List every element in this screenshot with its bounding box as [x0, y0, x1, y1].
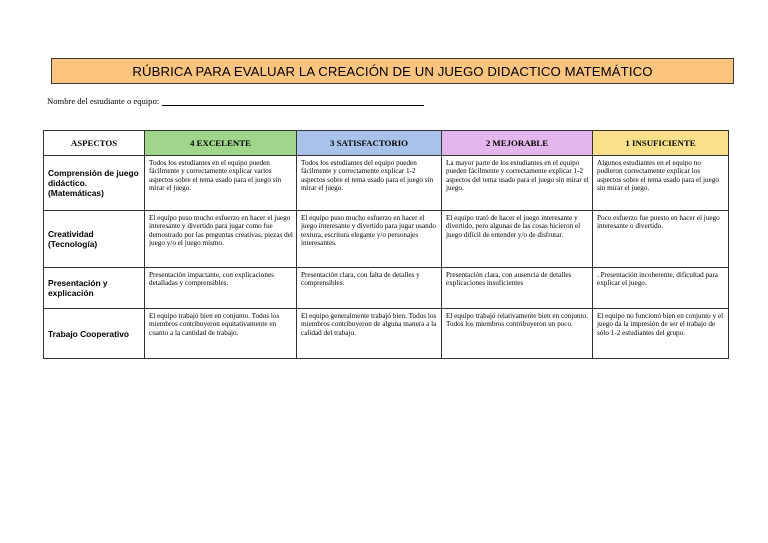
- criterion-cell: Poco esfuerzo fue puesto en hacer el juego interesante o divertido.: [593, 211, 729, 268]
- aspect-cell: Presentación y explicación: [44, 268, 145, 309]
- rubric-table: [43, 130, 729, 359]
- header-aspectos: ASPECTOS: [44, 131, 145, 156]
- aspect-cell: Comprensión de juego didáctico. (Matemáticas): [44, 156, 145, 211]
- table-row: [44, 211, 729, 268]
- criterion-cell: El equipo no funcionó bien en conjunto y el juego da la impresión de ser el trabajo de sólo 1-2 estudiantes del grupo.: [593, 309, 729, 359]
- student-name-field: [47, 96, 424, 106]
- criterion-cell: El equipo generalmente trabajó bien. Todos los miembros contribuyeron de alguna manera a la calidad del trabajo.: [297, 309, 442, 359]
- criterion-cell: El equipo puso mucho esfuerzo en hacer el juego interesante y divertido para jugar usando textura, escritura elegante y/o personajes interesantes.: [297, 211, 442, 268]
- aspect-cell: Creatividad (Tecnología): [44, 211, 145, 268]
- criterion-cell: . Presentación incoherente, dificultad para explicar el juego.: [593, 268, 729, 309]
- criterion-cell: El equipo trabajó bien en conjunto. Todos los miembros contribuyeron equitativamente en cuanto a la cantidad de trabajo.: [145, 309, 297, 359]
- criterion-cell: El equipo trató de hacer el juego interesante y divertido, pero algunas de las cosas hicieron el juego difícil de entender y/o de disfrutar.: [442, 211, 593, 268]
- table-row: [44, 309, 729, 359]
- student-name-label: Nombre del estudiante o equipo:: [47, 96, 160, 106]
- header-level-mejorable: 2 MEJORABLE: [442, 131, 593, 156]
- rubric-header-row: [44, 131, 729, 156]
- table-row: [44, 268, 729, 309]
- page-title: RÚBRICA PARA EVALUAR LA CREACIÓN DE UN JUEGO DIDACTICO MATEMÁTICO: [51, 58, 734, 84]
- header-level-excelente: 4 EXCELENTE: [145, 131, 297, 156]
- criterion-cell: Presentación clara, con ausencia de detalles explicaciones insuficientes: [442, 268, 593, 309]
- criterion-cell: Algunos estudiantes en el equipo no pudieron correctamente explicar los aspectos sobre el tema usado para el juego sin mirar el juego.: [593, 156, 729, 211]
- student-name-blank-line: [162, 96, 424, 106]
- header-level-insuficiente: 1 INSUFICIENTE: [593, 131, 729, 156]
- criterion-cell: Presentación clara, con falta de detalles y comprensibles.: [297, 268, 442, 309]
- table-row: [44, 156, 729, 211]
- criterion-cell: Presentación impactante, con explicaciones detalladas y comprensibles.: [145, 268, 297, 309]
- criterion-cell: La mayor parte de los estudiantes en el equipo pueden fácilmente y correctamente explicar 1-2 aspectos del tema usado para el juego sin mirar el juego.: [442, 156, 593, 211]
- criterion-cell: Todos los estudiantes en el equipo pueden fácilmente y correctamente explicar varios aspectos sobre el tema usado para el juego sin mirar el juego.: [145, 156, 297, 211]
- aspect-cell: Trabajo Cooperativo: [44, 309, 145, 359]
- criterion-cell: El equipo trabajó relativamente bien en conjunto. Todos los miembros contribuyeron un poco.: [442, 309, 593, 359]
- criterion-cell: Todos los estudiantes del equipo pueden fácilmente y correctamente explicar 1-2 aspectos sobre el tema usado para el juego sin mirar el juego.: [297, 156, 442, 211]
- criterion-cell: El equipo puso mucho esfuerzo en hacer el juego interesante y divertido para jugar como fue demostrado por las preguntas creativas, piezas del juego y/o el juego mismo.: [145, 211, 297, 268]
- header-level-satisfactorio: 3 SATISFACTORIO: [297, 131, 442, 156]
